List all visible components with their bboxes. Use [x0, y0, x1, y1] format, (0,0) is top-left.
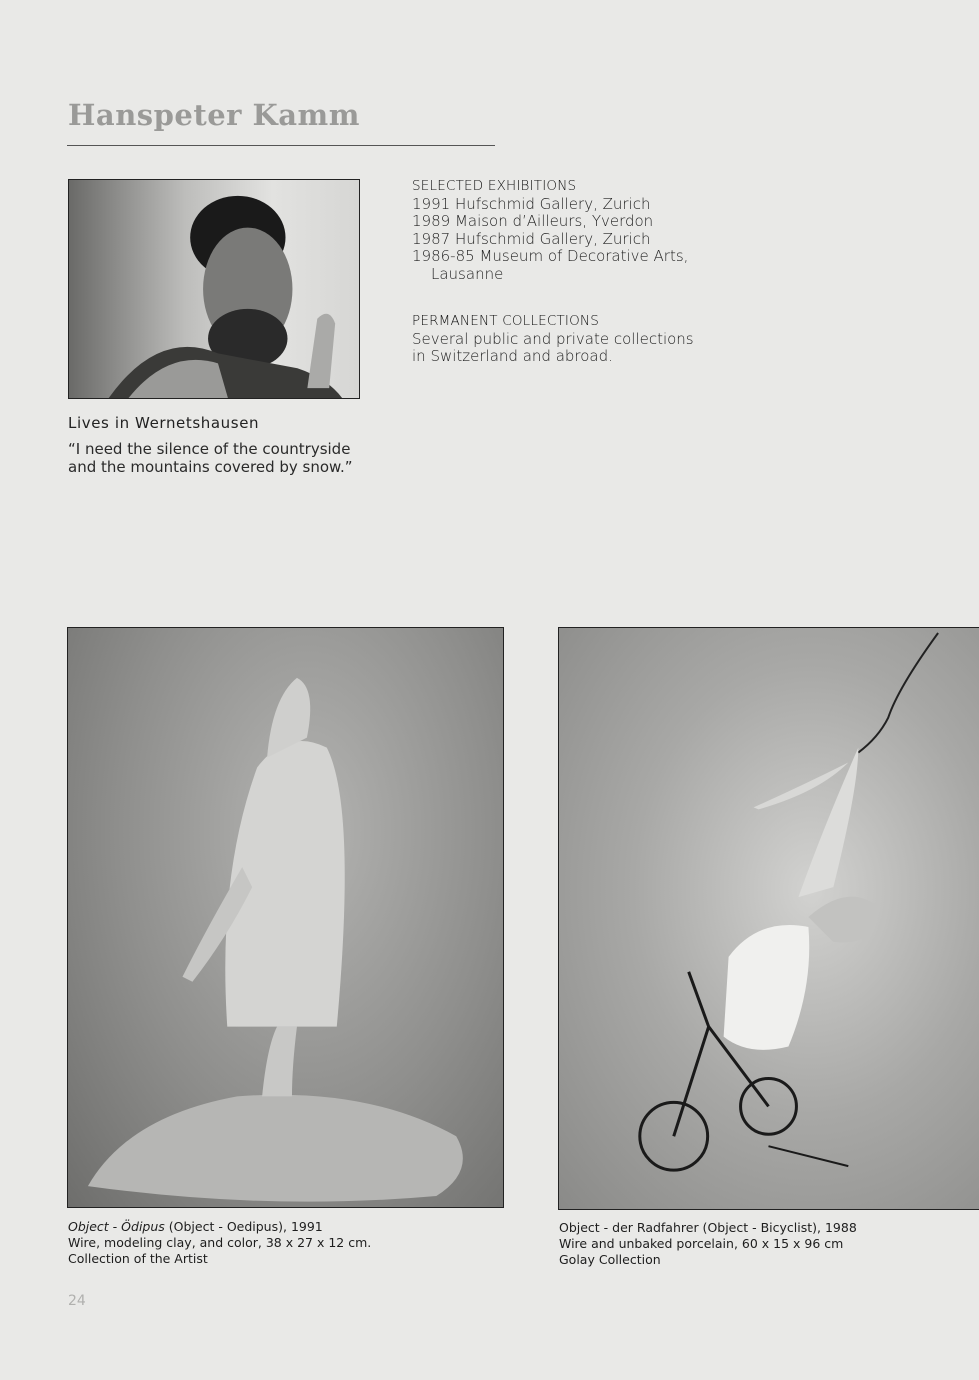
- exhibition-item: 1991 Hufschmid Gallery, Zurich: [412, 194, 651, 213]
- caption-title-italic: Object - Ödipus: [68, 1219, 165, 1234]
- caption-medium: Wire and unbaked porcelain, 60 x 15 x 96 cm: [559, 1236, 844, 1251]
- bicyclist-sculpture-photo: [558, 627, 979, 1210]
- caption-collection: Golay Collection: [559, 1252, 661, 1267]
- artist-quote: “I need the silence of the countryside and the mountains covered by snow.”: [68, 440, 353, 476]
- permanent-collections: [412, 313, 694, 366]
- oedipus-caption: [68, 1219, 371, 1267]
- exhibition-item-continuation: Lausanne: [431, 264, 504, 283]
- caption-medium: Wire, modeling clay, and color, 38 x 27 x 12 cm.: [68, 1235, 372, 1250]
- exhibition-item: 1989 Maison d’Ailleurs, Yverdon: [412, 212, 654, 231]
- bicyclist-caption: [559, 1220, 857, 1268]
- caption-title-rest: (Object - Oedipus), 1991: [164, 1219, 323, 1234]
- caption-title: Object - der Radfahrer (Object - Bicyclist), 1988: [559, 1220, 857, 1235]
- collections-heading: PERMANENT COLLECTIONS: [412, 313, 599, 329]
- oedipus-sculpture-photo: [67, 627, 504, 1208]
- residence-text: Lives in Wernetshausen: [68, 414, 260, 432]
- exhibition-item: 1987 Hufschmid Gallery, Zurich: [412, 229, 651, 248]
- selected-exhibitions: [412, 178, 688, 284]
- artist-name: Hanspeter Kamm: [68, 98, 360, 132]
- collections-line: in Switzerland and abroad.: [412, 347, 613, 366]
- artist-portrait-photo: [68, 179, 360, 399]
- exhibition-item: 1986-85 Museum of Decorative Arts,: [412, 247, 689, 266]
- caption-title: [68, 1219, 371, 1235]
- caption-collection: Collection of the Artist: [68, 1251, 208, 1266]
- exhibitions-heading: SELECTED EXHIBITIONS: [412, 178, 577, 194]
- page-number: 24: [68, 1293, 86, 1309]
- title-rule: [67, 145, 495, 146]
- collections-line: Several public and private collections: [412, 329, 694, 348]
